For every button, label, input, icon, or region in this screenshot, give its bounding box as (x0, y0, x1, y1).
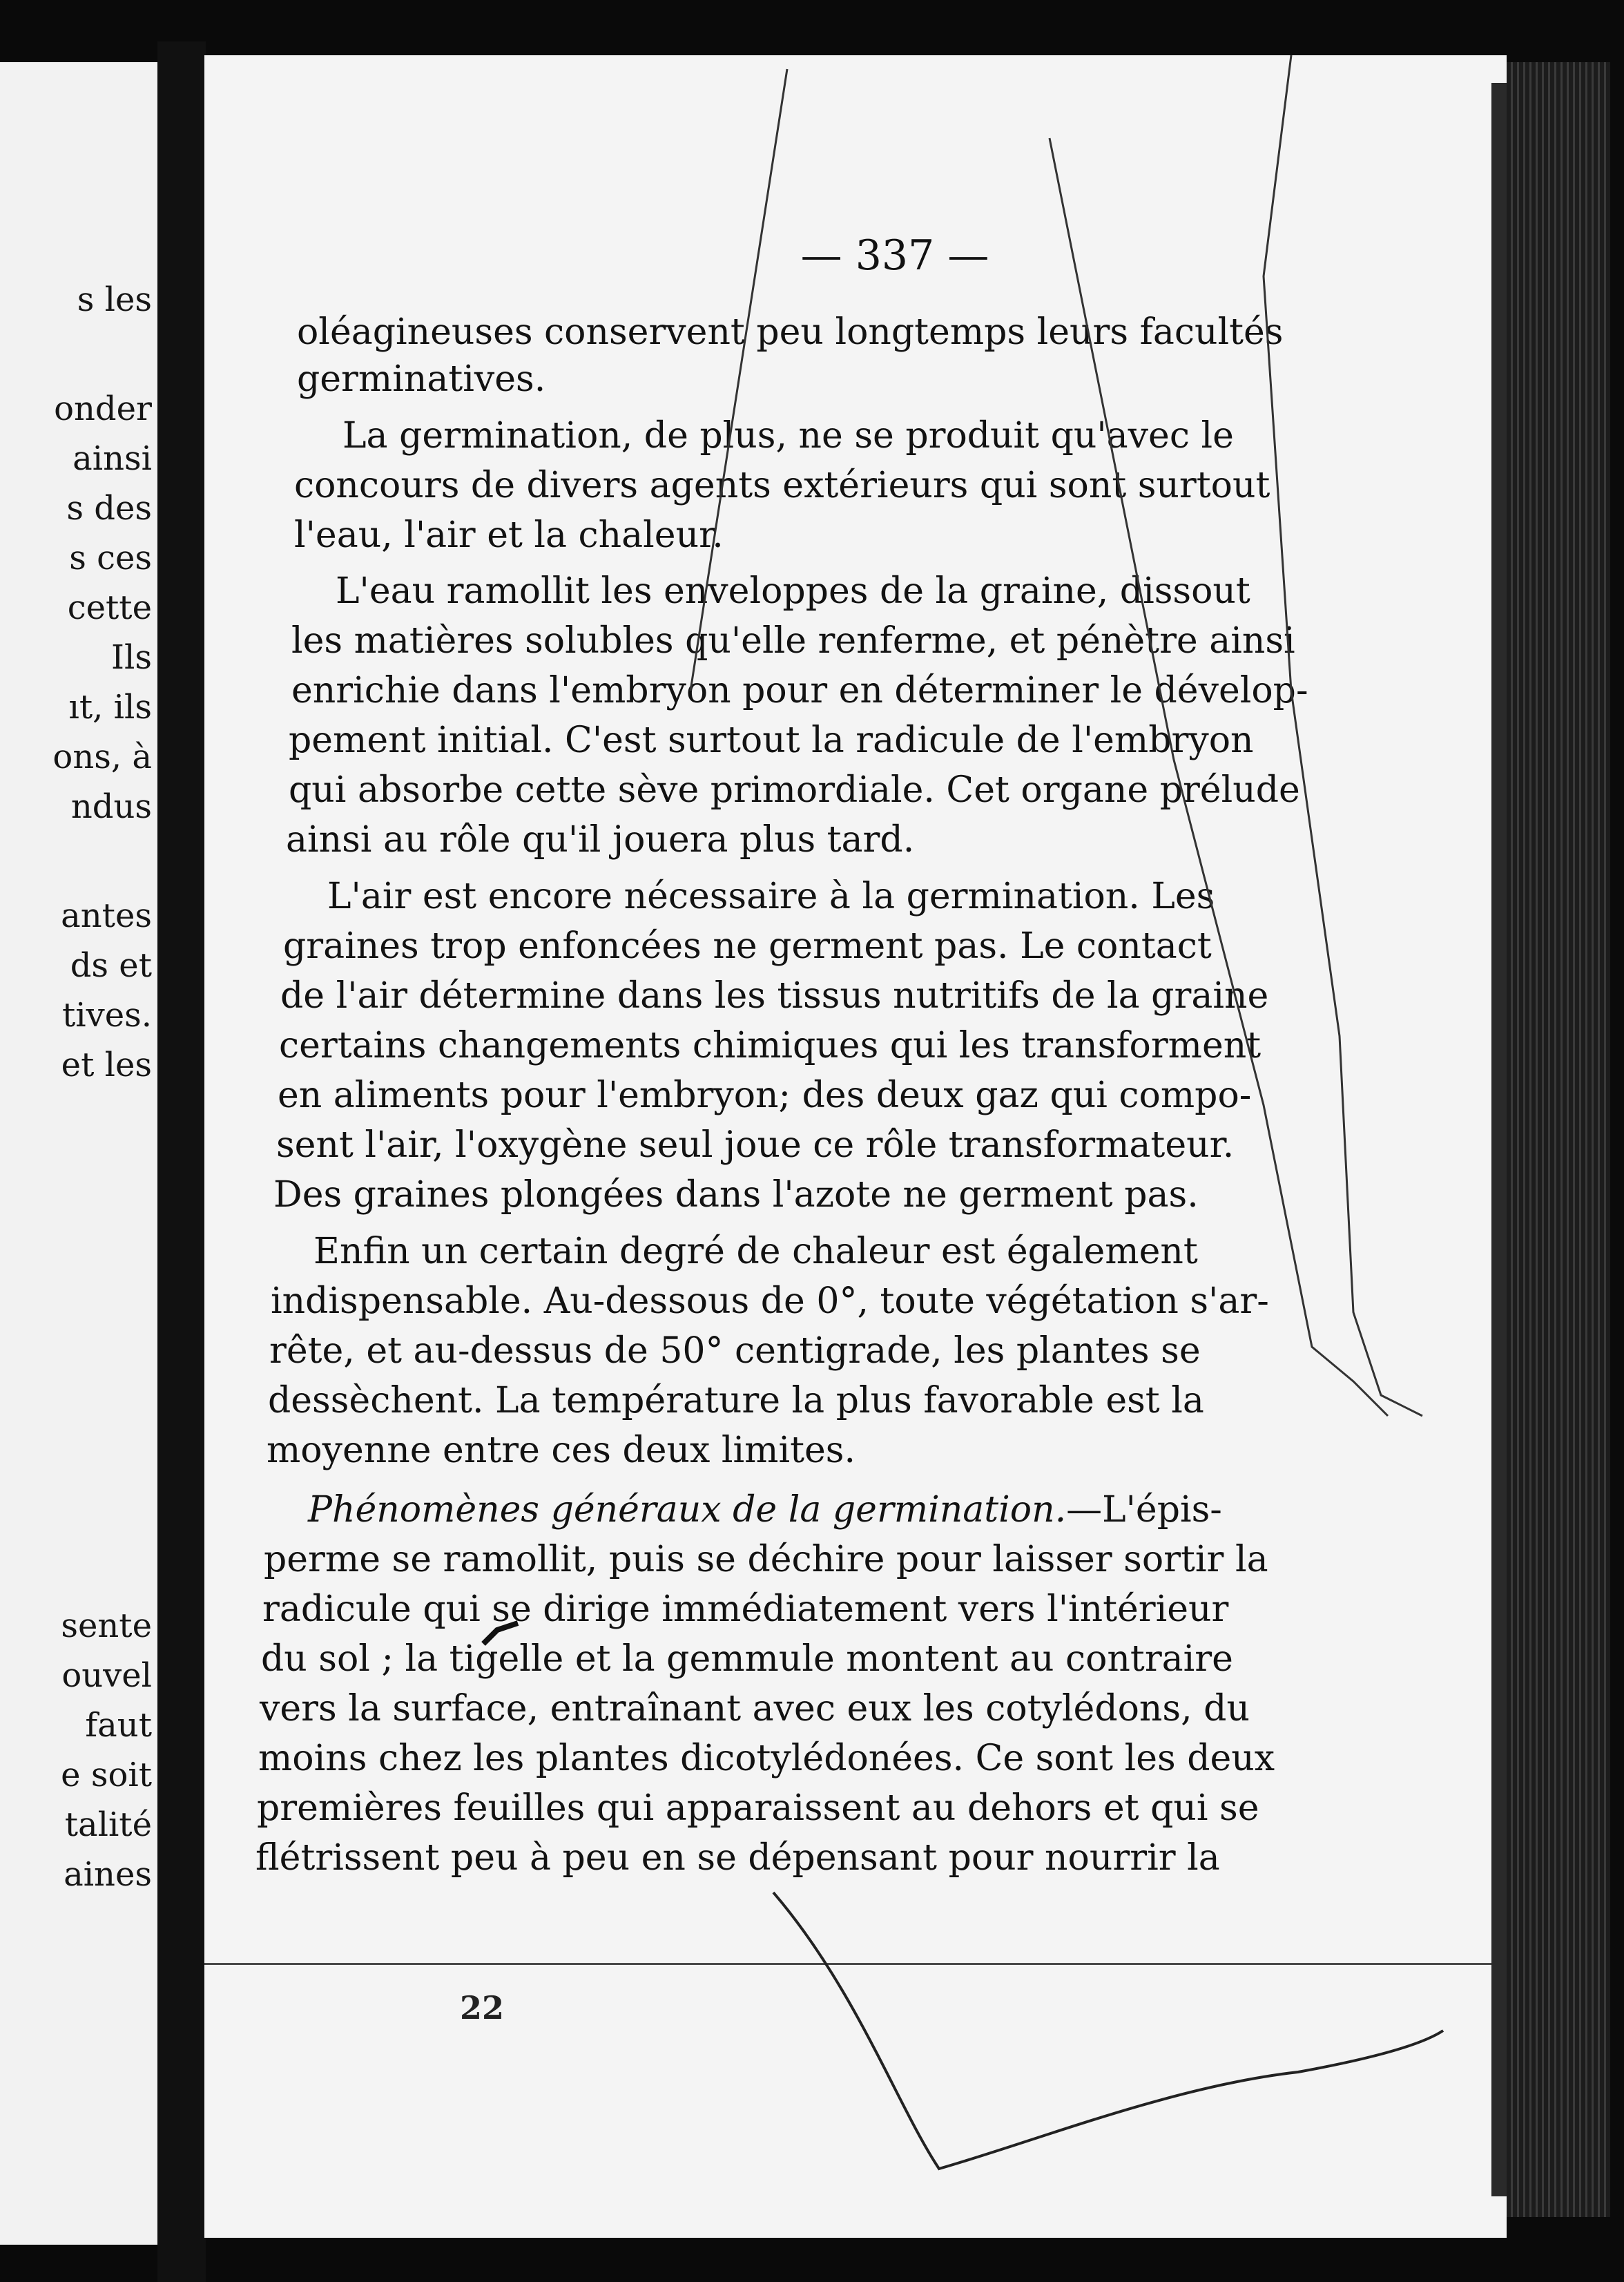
left-line-10: ndus (70, 787, 152, 826)
text-line: les matières solubles qu'elle renferme, et pénètre ainsi (291, 620, 1295, 662)
left-line-9: ons, à (52, 738, 152, 776)
text-line: perme se ramollit, puis se déchire pour laisser sortir la (264, 1539, 1268, 1580)
text-line: moyenne entre ces deux limites. (267, 1430, 856, 1471)
text-line: premières feuilles qui apparaissent au dehors et qui se (257, 1787, 1259, 1829)
left-line-7: Ils (111, 638, 152, 677)
text-line: qui absorbe cette sève primordiale. Cet organe prélude (289, 769, 1300, 811)
page-edge-shadow (1491, 83, 1507, 2196)
text-line: rête, et au-dessus de 50° centigrade, les plantes se (269, 1330, 1201, 1372)
text-line: pement initial. C'est surtout la radicule de l'embryon (289, 720, 1254, 761)
book-gutter (157, 41, 206, 2282)
left-line-16: ouvel (61, 1656, 152, 1695)
page-edges (1507, 62, 1610, 2217)
text-line: indispensable. Au-dessous de 0°, toute végétation s'ar- (271, 1281, 1269, 1322)
text-line: radicule qui se dirige immédiatement vers l'intérieur (262, 1589, 1229, 1630)
text-line: moins chez les plantes dicotylédonées. Ce sont les deux (258, 1738, 1275, 1779)
text-line: ainsi au rôle qu'il jouera plus tard. (286, 819, 915, 861)
left-line-3: ainsi (72, 439, 152, 478)
text-line: enrichie dans l'embryon pour en déterminer le dévelop- (291, 670, 1308, 711)
text-line: de l'air détermine dans les tissus nutritifs de la graine (280, 975, 1269, 1017)
text-line: germinatives. (297, 358, 546, 400)
text-line: vers la surface, entraînant avec eux les cotylédons, du (260, 1688, 1250, 1729)
bottom-rule (204, 1963, 1507, 1965)
left-line-17: faut (85, 1706, 152, 1745)
text-line: La germination, de plus, ne se produit qu'avec le (342, 415, 1234, 457)
text-line: en aliments pour l'embryon; des deux gaz qui compo- (278, 1075, 1252, 1116)
left-line-8: ıt, ils (68, 688, 152, 727)
text-line: flétrissent peu à peu en se dépensant pour nourrir la (255, 1837, 1220, 1879)
left-line-1: s les (77, 280, 152, 319)
left-line-18: e soit (61, 1756, 152, 1794)
left-line-20: aines (64, 1855, 152, 1894)
left-line-15: sente (61, 1607, 152, 1645)
text-line: graines trop enfoncées ne germent pas. Le contact (283, 926, 1212, 967)
text-line: Des graines plongées dans l'azote ne germent pas. (273, 1174, 1199, 1216)
page-number: — 337 — (800, 231, 989, 280)
left-line-5: s ces (69, 539, 152, 577)
left-line-6: cette (67, 588, 152, 627)
left-line-12: ds et (70, 946, 152, 985)
text-line: sent l'air, l'oxygène seul joue ce rôle transformateur. (276, 1124, 1235, 1166)
left-line-2: onder (54, 390, 152, 428)
section-heading-line (308, 1489, 1222, 1531)
text-line: dessèchent. La température la plus favorable est la (268, 1380, 1204, 1421)
left-line-4: s des (66, 489, 152, 528)
left-line-19: talité (64, 1805, 152, 1844)
text-line: L'air est encore nécessaire à la germination. Les (327, 876, 1215, 917)
section-heading-continuation: —L'épis- (1066, 1489, 1222, 1531)
signature-mark: 22 (460, 1989, 505, 2026)
text-line: oléagineuses conservent peu longtemps leurs facultés (297, 311, 1284, 353)
left-line-13: tives. (61, 996, 152, 1035)
left-line-11: antes (61, 897, 152, 935)
text-line: l'eau, l'air et la chaleur. (294, 515, 724, 556)
text-line: certains changements chimiques qui les transforment (279, 1025, 1262, 1066)
text-line: L'eau ramollit les enveloppes de la graine, dissout (336, 570, 1250, 612)
left-line-14: et les (61, 1046, 152, 1084)
text-line: concours de divers agents extérieurs qui sont surtout (294, 465, 1270, 506)
main-page (204, 55, 1507, 2238)
text-line: Enfin un certain degré de chaleur est également (313, 1231, 1198, 1272)
text-line: du sol ; la tigelle et la gemmule montent au contraire (261, 1638, 1233, 1680)
left-facing-page (0, 62, 157, 2245)
section-heading: Phénomènes généraux de la germination. (308, 1489, 1067, 1531)
